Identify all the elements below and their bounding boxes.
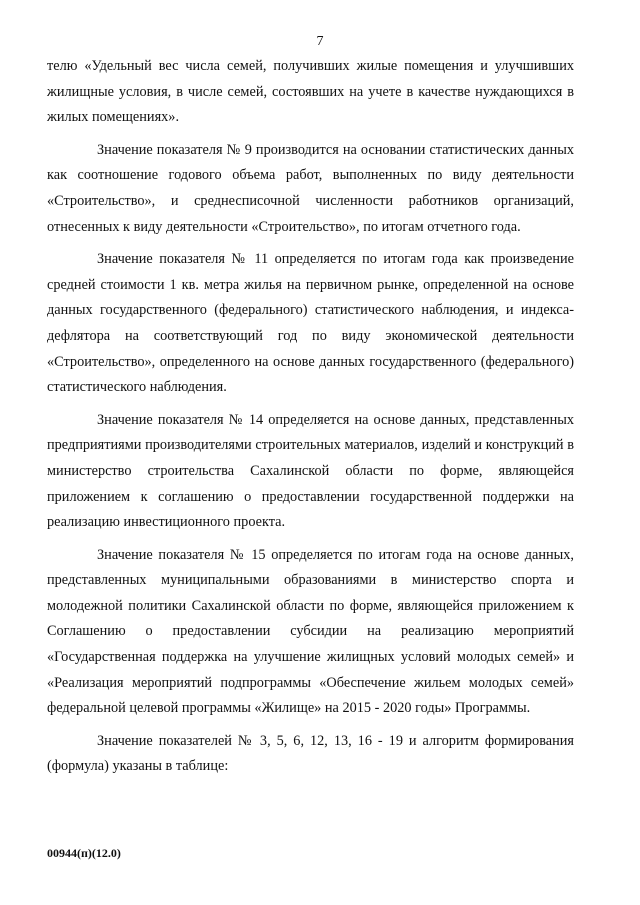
paragraph-indicator-11: Значение показателя № 11 определяется по итогам года как произведение средней стоимости 1 кв. метра жилья на первичном рынке, определенной на основе данных государственного (федерального) статистического наблюдения, и индекса-дефлятора на соответствующий год по виду экономической деятельности «Строительство», определенного на основе данных государственного (федерального) статистического наблюдения. bbox=[47, 251, 574, 396]
paragraph-continuation: телю «Удельный вес числа семей, получивших жилые помещения и улучшивших жилищные условия, в числе семей, состоявших на учете в качестве нуждающихся в жилых помещениях». bbox=[47, 58, 574, 126]
document-code: 00944(п)(12.0) bbox=[47, 846, 121, 860]
paragraph-indicator-14: Значение показателя № 14 определяется на основе данных, представленных предприятиями производителями строительных материалов, изделий и конструкций в министерство строительства Сахалинской области по форме, являющейся приложением к соглашению о предоставлении государственной поддержки на реализацию инвестиционного проекта. bbox=[47, 411, 574, 531]
paragraph-indicators-table-intro: Значение показателей № 3, 5, 6, 12, 13, 16 - 19 и алгоритм формирования (формула) указаны в таблице: bbox=[47, 732, 574, 775]
paragraph-indicator-9: Значение показателя № 9 производится на основании статистических данных как соотношение годового объема работ, выполненных по виду деятельности «Строительство», и среднесписочной численности работников организаций, отнесенных к виду деятельности «Строительство», по итогам отчетного года. bbox=[47, 141, 574, 235]
paragraph-indicator-15: Значение показателя № 15 определяется по итогам года на основе данных, представленных муниципальными образованиями в министерство спорта и молодежной политики Сахалинской области по форме, являющейся приложением к Соглашению о предоставлении субсидии на реализацию мероприятий «Государственная поддержка на улучшение жилищных условий молодых семей» и «Реализация мероприятий подпрограммы «Обеспечение жильем молодых семей» федеральной целевой программы «Жилище» на 2015 - 2020 годы» Программы. bbox=[47, 546, 574, 717]
document-body bbox=[47, 54, 574, 780]
page-number: 7 bbox=[316, 34, 324, 49]
